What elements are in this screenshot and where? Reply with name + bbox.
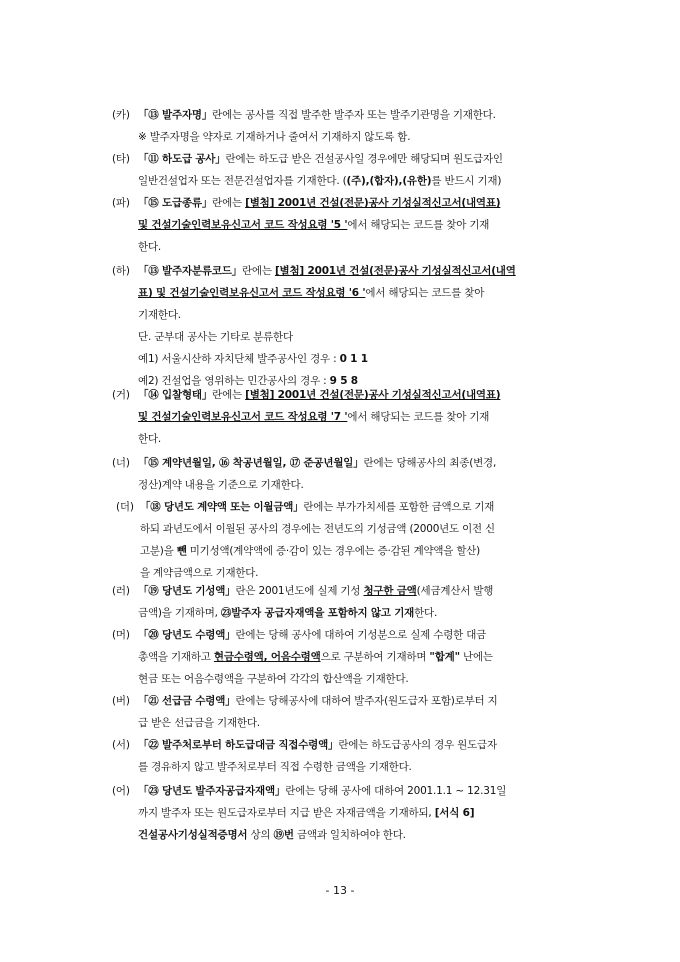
emphasis-underlined (363, 585, 416, 597)
body-text: 난에는 (459, 651, 493, 663)
paragraph-marker: (어) (112, 785, 130, 797)
emphasis-text: 「⑪ 하도급 공사」 (138, 153, 226, 165)
emphasis-text: 「⑳ 당년도 수령액」 (138, 629, 236, 641)
text-line (138, 802, 602, 824)
emphasis-underlined (138, 287, 365, 299)
body-text: 일반건설업자 또는 전문건설업자를 기재한다. ( (138, 175, 347, 187)
paragraph (112, 690, 602, 734)
underlined-reference: 및 건설기술인력보유신고서 코드 작성요령 '7 ' (138, 411, 348, 423)
text-line (138, 192, 602, 214)
emphasis-text: [서식 6] (434, 807, 475, 819)
emphasis-underlined (138, 411, 347, 423)
text-line (138, 624, 602, 646)
body-text: 으로 구분하여 기재하며 (320, 651, 430, 663)
body-text: (세금계산서 발행 (416, 585, 494, 597)
paragraph (112, 580, 602, 624)
text-line (138, 780, 602, 802)
paragraph-marker: (타) (112, 153, 130, 165)
text-line (140, 496, 604, 518)
body-text: 단. 군부대 공사는 기타로 분류한다 (138, 331, 293, 343)
emphasis-text: 0 1 1 (339, 353, 368, 365)
text-line (138, 474, 602, 496)
text-line (140, 540, 604, 562)
body-text: 고분)을 (140, 545, 177, 557)
emphasis-text: 「㉑ 선급금 수령액」 (138, 695, 236, 707)
emphasis-text: 「㉒ 발주처로부터 하도급대금 직접수령액」 (138, 739, 339, 751)
paragraph-marker: (하) (112, 265, 130, 277)
body-text: 기재한다. (138, 309, 181, 321)
body-text: 하되 과년도에서 이월된 공사의 경우에는 전년도의 기성금액 (2000년도 이전 신 (140, 523, 495, 535)
text-line (138, 646, 602, 668)
emphasis-underlined (138, 219, 347, 231)
body-text: 를 반드시 기재) (431, 175, 502, 187)
body-text: 한다. (138, 433, 162, 445)
emphasis-underlined (275, 265, 516, 277)
text-line (138, 214, 602, 236)
paragraph (112, 104, 602, 148)
body-text: 까지 발주자 또는 원도급자로부터 지급 받은 자재금액을 기재하되, (138, 807, 435, 819)
body-text: 란에는 당해 공사에 대하여 기성분으로 실제 수령한 대금 (235, 629, 487, 641)
body-text: 란에는 부가가치세를 포함한 금액으로 기재 (303, 501, 495, 513)
text-line (138, 734, 602, 756)
paragraph-marker: (카) (112, 109, 130, 121)
paragraph-marker: (거) (112, 389, 130, 401)
text-line (138, 668, 602, 690)
body-text: 란에는 (212, 389, 246, 401)
underlined-reference: [별첨] 2001년 건설(전문)공사 기성실적신고서(내역 (274, 265, 516, 277)
emphasis-text: ㉓발주자 공급자재액을 포함하지 않고 기재 (220, 607, 415, 619)
body-text: 란에는 당해 공사에 대하여 2001.1.1 ~ 12.31일 (285, 785, 507, 797)
paragraph-marker: (러) (112, 585, 130, 597)
body-text: 미기성액(계약액에 증·감이 있는 경우에는 증·감된 계약액을 할산) (186, 545, 481, 557)
paragraph-marker: (버) (112, 695, 130, 707)
body-text: 예1) 서울시산하 자치단체 발주공사인 경우 : (138, 353, 340, 365)
emphasis-underlined (214, 651, 321, 663)
emphasis-text: 9 5 8 (329, 375, 358, 387)
text-line (138, 580, 602, 602)
text-line (138, 690, 602, 712)
underlined-reference: [별첨] 2001년 건설(전문)공사 기성실적신고서(내역표) (245, 389, 501, 401)
text-line (138, 384, 602, 406)
body-text: 한다. (138, 241, 162, 253)
emphasis-text: 「⑬ 발주자명」 (138, 109, 213, 121)
text-line (138, 304, 602, 326)
text-line (138, 148, 602, 170)
paragraph (112, 148, 602, 192)
paragraph (112, 734, 602, 778)
body-text: 현금 또는 어음수령액을 구분하여 각각의 합산액을 기재한다. (138, 673, 409, 685)
body-text: 란에는 당해공사에 대하여 발주자(원도급자 포함)로부터 지 (235, 695, 498, 707)
body-text: 란에는 당해공사의 최종(변경, (363, 457, 497, 469)
emphasis-underlined (245, 197, 500, 209)
body-text: 금액)을 기재하며, (138, 607, 221, 619)
body-text: 에서 해당되는 코드를 찾아 (365, 287, 485, 299)
text-line (138, 260, 602, 282)
emphasis-text: 「⑲ 당년도 기성액」 (138, 585, 236, 597)
emphasis-text: 「⑱ 당년도 계약액 또는 이월금액」 (140, 501, 304, 513)
paragraph (112, 624, 602, 690)
emphasis-text: 「⑭ 입찰형태」 (138, 389, 213, 401)
paragraph (112, 192, 602, 258)
underlined-reference: 청구한 금액 (363, 585, 417, 597)
paragraph (116, 496, 606, 584)
emphasis-text: ⑲번 (273, 829, 294, 841)
body-text: 란에는 하도급공사의 경우 원도급자 (338, 739, 497, 751)
text-line (138, 406, 602, 428)
paragraph (112, 260, 602, 392)
text-line (138, 602, 602, 624)
text-line (138, 236, 602, 258)
underlined-reference: [별첨] 2001년 건설(전문)공사 기성실적신고서(내역표) (245, 197, 501, 209)
body-text: 에서 해당되는 코드를 찾아 기재 (347, 411, 490, 423)
emphasis-text: "합계" (429, 651, 460, 663)
body-text: 한다. (414, 607, 438, 619)
body-text: 총액을 기재하고 (138, 651, 214, 663)
text-line (138, 712, 602, 734)
body-text: 란은 2001년도에 실제 기성 (235, 585, 364, 597)
emphasis-text: (주),(합자),(유한) (346, 175, 432, 187)
body-text: 상의 (247, 829, 274, 841)
body-text: ※ 발주자명을 약자로 기재하거나 줄여서 기재하지 않도록 함. (138, 131, 411, 143)
emphasis-text: 뺀 (176, 545, 187, 557)
page-number: - 13 - (325, 884, 355, 897)
emphasis-text: 건설공사기성실적증명서 (138, 829, 248, 841)
emphasis-text: 「㉓ 당년도 발주자공급자재액」 (138, 785, 286, 797)
underlined-reference: 현금수령액, 어음수령액 (213, 651, 321, 663)
text-line (138, 756, 602, 778)
body-text: 을 계약금액으로 기재한다. (140, 567, 259, 579)
text-line (138, 428, 602, 450)
body-text: 란에는 (212, 197, 246, 209)
paragraph (112, 780, 602, 846)
body-text: 란에는 공사를 직접 발주한 발주자 또는 발주기관명을 기재한다. (212, 109, 496, 121)
body-text: 란에는 (241, 265, 275, 277)
body-text: 금액과 일치하여야 한다. (293, 829, 406, 841)
text-line (138, 452, 602, 474)
underlined-reference: 및 건설기술인력보유신고서 코드 작성요령 '5 ' (138, 219, 348, 231)
text-line (138, 104, 602, 126)
text-line (138, 170, 602, 192)
text-line (138, 348, 602, 370)
paragraph-marker: (서) (112, 739, 130, 751)
paragraph (112, 452, 602, 496)
paragraph-marker: (더) (116, 501, 134, 513)
emphasis-text: 「⑮ 도급종류」 (138, 197, 213, 209)
emphasis-text: 「⑬ 발주자분류코드」 (138, 265, 242, 277)
body-text: 를 경유하지 않고 발주처로부터 직접 수령한 금액을 기재한다. (138, 761, 412, 773)
text-line (138, 824, 602, 846)
paragraph (112, 384, 602, 450)
emphasis-underlined (245, 389, 500, 401)
paragraph-marker: (머) (112, 629, 130, 641)
underlined-reference: 표) 및 건설기술인력보유신고서 코드 작성요령 '6 ' (138, 287, 366, 299)
body-text: 에서 해당되는 코드를 찾아 기재 (347, 219, 490, 231)
body-text: 예2) 건설업을 영위하는 민간공사의 경우 : (138, 375, 330, 387)
emphasis-text: 「⑮ 계약년월일, ⑯ 착공년월일, ⑰ 준공년월일」 (138, 457, 364, 469)
paragraph-marker: (파) (112, 197, 130, 209)
text-line (140, 518, 604, 540)
body-text: 급 받은 선급금을 기재한다. (138, 717, 260, 729)
body-text: 란에는 하도급 받은 건설공사일 경우에만 해당되며 원도급자인 (225, 153, 503, 165)
body-text: 정산)계약 내용을 기준으로 기재한다. (138, 479, 304, 491)
text-line (138, 326, 602, 348)
text-line (138, 126, 602, 148)
text-line (138, 282, 602, 304)
paragraph-marker: (너) (112, 457, 130, 469)
